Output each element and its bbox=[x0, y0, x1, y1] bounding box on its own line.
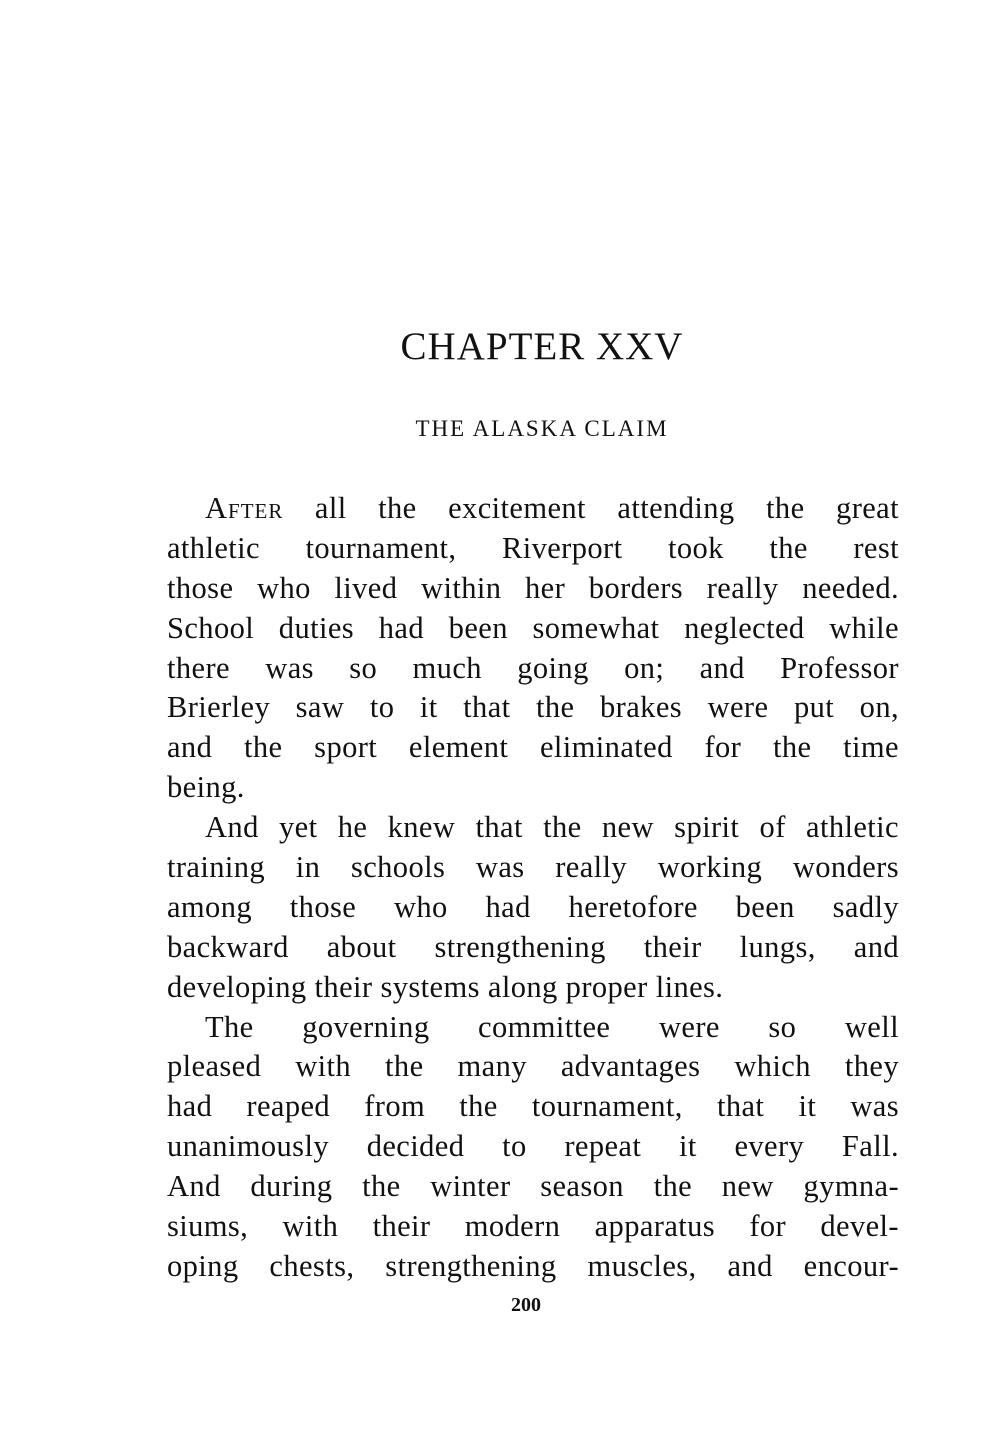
text-line: The governing committee were so well bbox=[205, 1009, 899, 1044]
drop-lead-word: After bbox=[205, 491, 284, 525]
page-number: 200 bbox=[511, 1294, 541, 1316]
text-line: being. bbox=[167, 770, 245, 805]
text-line: siums, with their modern apparatus for devel- bbox=[167, 1209, 899, 1244]
text-line: athletic tournament, Riverport took the rest bbox=[167, 530, 899, 565]
text-line: had reaped from the tournament, that it was bbox=[167, 1089, 899, 1124]
text-line: unanimously decided to repeat it every Fall. bbox=[167, 1129, 899, 1164]
text-line: among those who had heretofore been sadly bbox=[167, 889, 899, 924]
text-line: developing their systems along proper lines. bbox=[167, 969, 724, 1004]
text-line: training in schools was really working wonders bbox=[167, 850, 899, 885]
text-line: School duties had been somewhat neglected while bbox=[167, 610, 899, 645]
text-line: backward about strengthening their lungs, and bbox=[167, 929, 899, 964]
text-line: there was so much going on; and Professor bbox=[167, 650, 899, 685]
text-line: And yet he knew that the new spirit of athletic bbox=[205, 810, 899, 845]
chapter-heading: CHAPTER XXV bbox=[400, 325, 684, 368]
text-line: After all the excitement attending the great bbox=[205, 491, 899, 525]
text-line: and the sport element eliminated for the time bbox=[167, 730, 899, 765]
chapter-body bbox=[167, 489, 899, 1287]
text-line: those who lived within her borders really needed. bbox=[167, 570, 899, 605]
text-line: oping chests, strengthening muscles, and encour- bbox=[167, 1248, 899, 1283]
text-line: And during the winter season the new gymna- bbox=[167, 1169, 899, 1204]
text-line: Brierley saw to it that the brakes were put on, bbox=[167, 690, 899, 725]
text-line: pleased with the many advantages which they bbox=[167, 1049, 899, 1084]
chapter-subtitle: THE ALASKA CLAIM bbox=[415, 416, 669, 441]
